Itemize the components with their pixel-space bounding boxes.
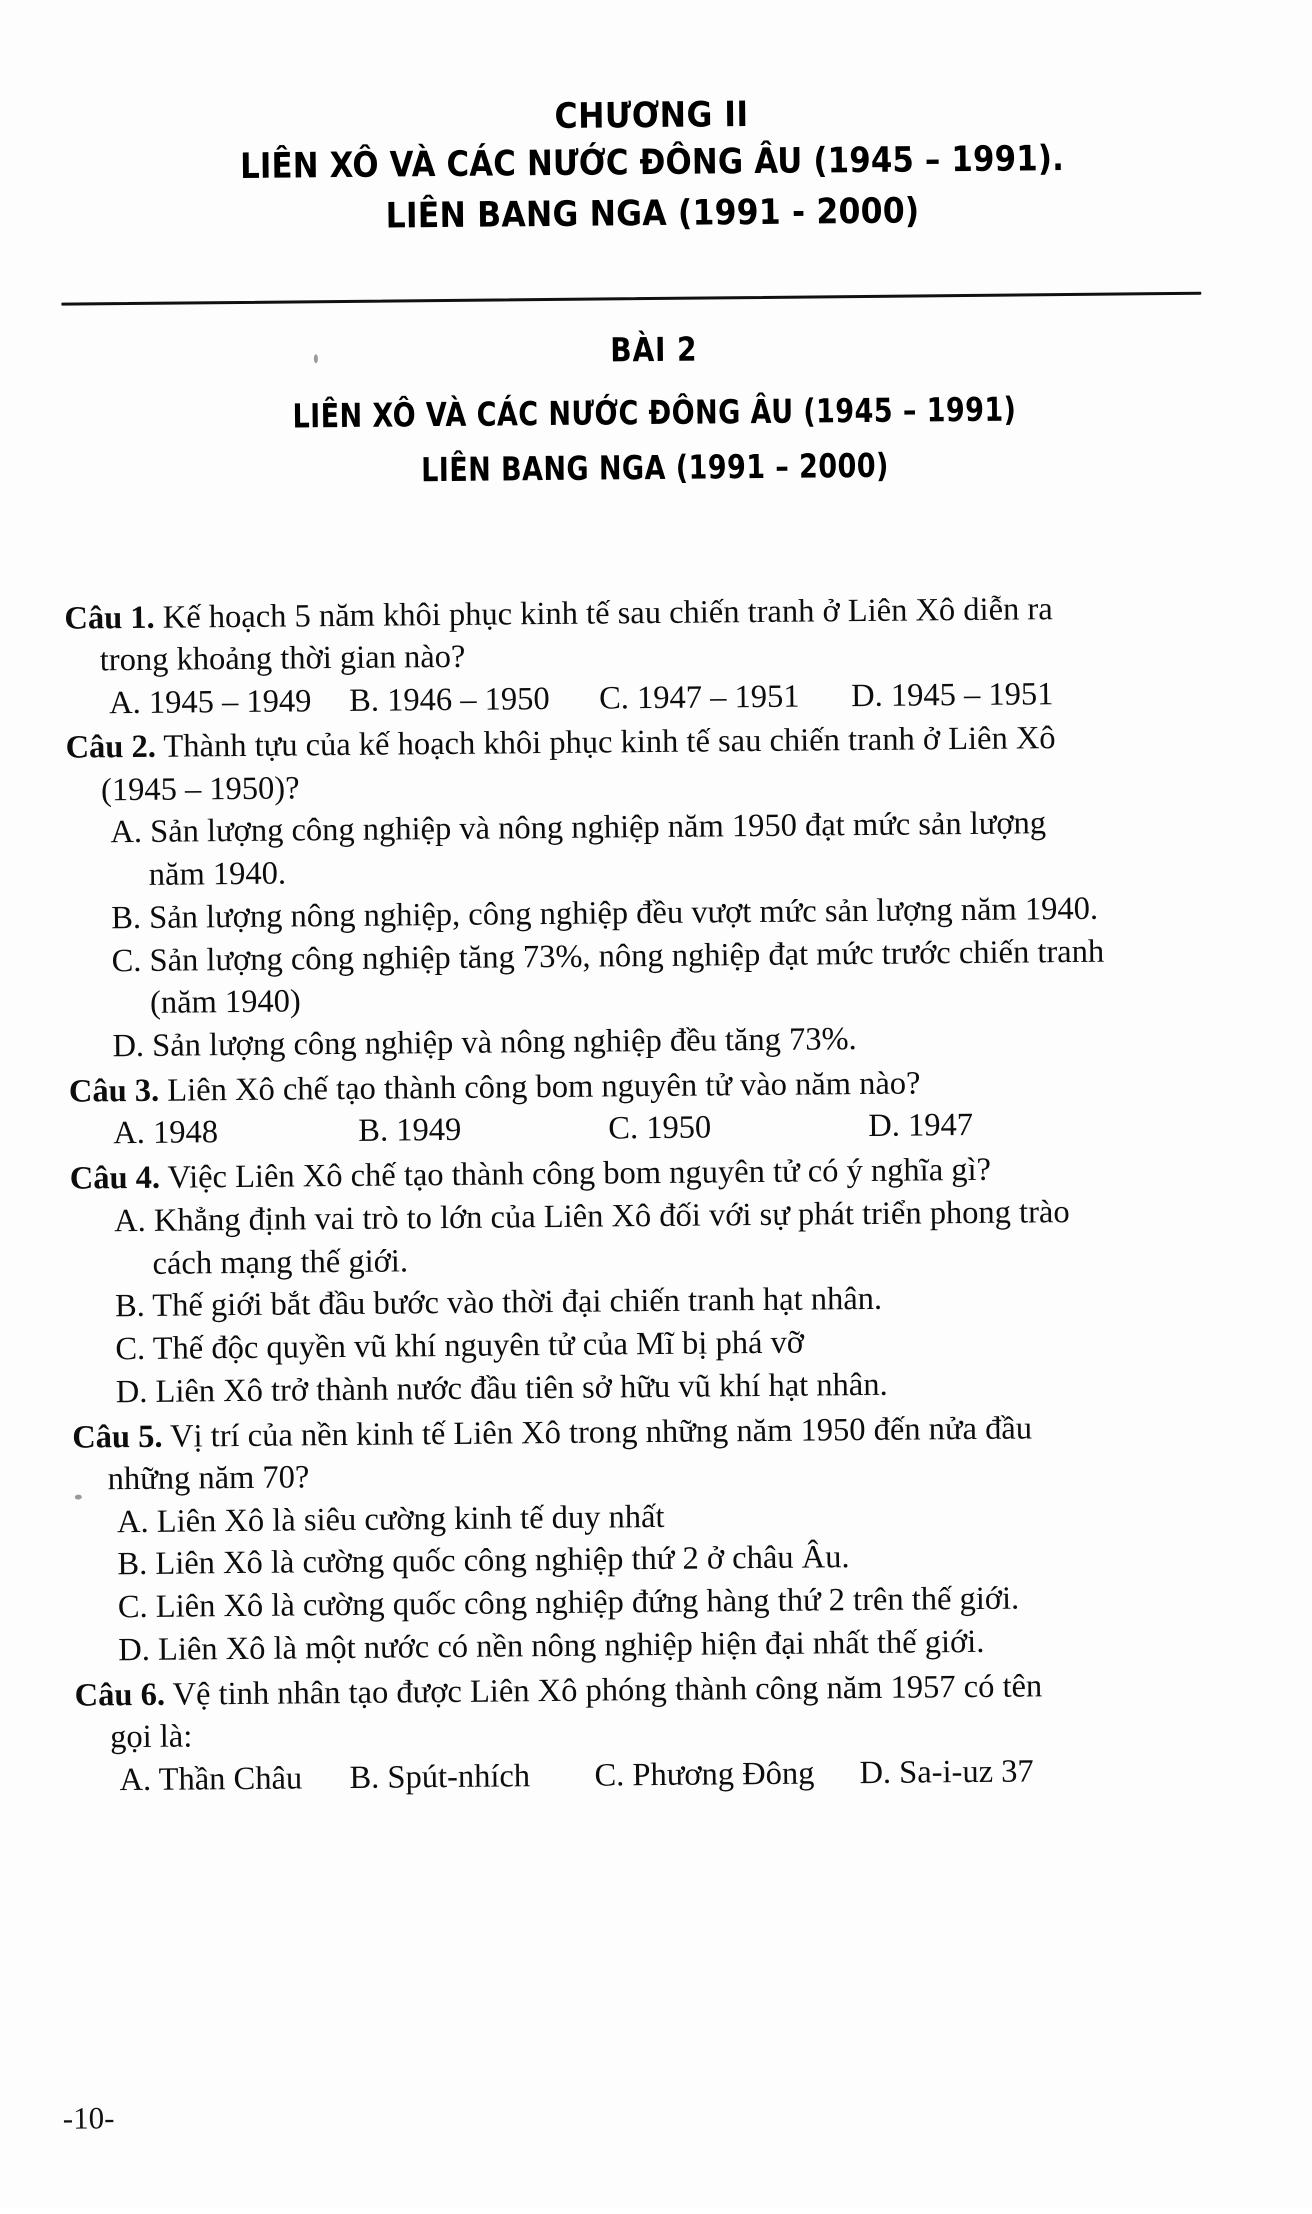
answer-option-c[interactable]: C. Liên Xô là cường quốc công nghiệp đứng hàng thứ 2 trên thế giới. [117, 1580, 1020, 1626]
question-stem-text: Vệ tinh nhân tạo được Liên Xô phóng thành công năm 1957 có tên [172, 1668, 1043, 1713]
answer-option-d[interactable]: D. Liên Xô là một nước có nền nông nghiệp hiện đại nhất thế giới. [118, 1624, 985, 1669]
question-stem-continuation: gọi là: [109, 1718, 193, 1756]
answer-option-c[interactable]: C. 1950 [608, 1109, 712, 1147]
question-label: Câu 4. [69, 1160, 161, 1198]
horizontal-divider [61, 292, 1201, 306]
question-item [0, 586, 1309, 726]
answer-option-d[interactable]: D. Sa-i-uz 37 [859, 1753, 1034, 1791]
answer-option-c[interactable]: C. 1947 – 1951 [598, 678, 800, 717]
question-stem-text: Liên Xô chế tạo thành công bom nguyên tử vào năm nào? [167, 1065, 921, 1109]
answer-option-c[interactable]: C. Sản lượng công nghiệp tăng 73%, nông nghiệp đạt mức trước chiến tranh [111, 933, 1105, 979]
lesson-title-line-1: LIÊN XÔ VÀ CÁC NƯỚC ĐÔNG ÂU (1945 – 1991) [292, 389, 1017, 436]
question-item [0, 715, 1312, 1069]
chapter-title-line-1: CHƯƠNG II [554, 95, 749, 137]
answer-option-b[interactable]: B. Sản lượng nông nghiệp, công nghiệp đều vượt mức sản lượng năm 1940. [111, 890, 1099, 936]
question-label: Câu 6. [74, 1676, 166, 1714]
question-label: Câu 3. [68, 1073, 160, 1110]
answer-option-b[interactable]: B. 1946 – 1950 [348, 680, 550, 719]
question-stem-continuation: (1945 – 1950)? [100, 770, 300, 808]
answer-option-d[interactable]: D. 1945 – 1951 [850, 675, 1054, 714]
answer-option-b[interactable]: B. 1949 [358, 1112, 462, 1150]
answer-option-c-continuation[interactable]: (năm 1940) [149, 983, 301, 1022]
answer-option-a-continuation[interactable]: cách mạng thế giới. [152, 1242, 409, 1282]
question-stem-continuation: những năm 70? [107, 1459, 310, 1498]
answer-option-d[interactable]: D. Liên Xô trở thành nước đầu tiên sở hữu vũ khí hạt nhân. [115, 1366, 888, 1411]
chapter-title-line-2: LIÊN XÔ VÀ CÁC NƯỚC ĐÔNG ÂU (1945 – 1991). [239, 138, 1065, 187]
answer-option-a[interactable]: A. Liên Xô là siêu cường kinh tế duy nhất [116, 1498, 665, 1540]
answer-option-d[interactable]: D. 1947 [868, 1107, 974, 1145]
question-item [2, 1146, 1312, 1415]
question-item [1, 1059, 1312, 1157]
lesson-number: BÀI 2 [610, 329, 698, 370]
question-item [7, 1663, 1312, 1803]
scan-artifact-speck [314, 354, 318, 363]
question-label: Câu 5. [72, 1418, 163, 1456]
answer-option-a[interactable]: A. 1948 [113, 1114, 219, 1152]
answer-option-c[interactable]: C. Thế độc quyền vũ khí nguyên tử của Mĩ bị phá vỡ [115, 1324, 805, 1368]
question-stem-text: Vị trí của nền kinh tế Liên Xô trong những năm 1950 đến nửa đầu [169, 1410, 1033, 1455]
lesson-title-line-2: LIÊN BANG NGA (1991 – 2000) [420, 445, 889, 490]
chapter-heading [61, 89, 1242, 243]
answer-option-a-continuation[interactable]: năm 1940. [148, 855, 287, 893]
page-number: -10- [62, 2100, 115, 2136]
answer-option-b[interactable]: B. Spút-nhích [349, 1757, 531, 1796]
answer-option-d[interactable]: D. Sản lượng công nghiệp và nông nghiệp đều tăng 73%. [112, 1021, 857, 1065]
answer-option-a[interactable]: A. Sản lượng công nghiệp và nông nghiệp năm 1950 đạt mức sản lượng [110, 805, 1047, 851]
question-list [0, 586, 1312, 1805]
question-stem-text: Việc Liên Xô chế tạo thành công bom nguyên tử có ý nghĩa gì? [167, 1152, 992, 1197]
question-label: Câu 1. [64, 599, 155, 637]
answer-option-a[interactable]: A. Thần Châu [119, 1760, 303, 1798]
question-stem-continuation: trong khoảng thời gian nào? [99, 639, 466, 679]
question-label: Câu 2. [65, 729, 157, 767]
lesson-heading [64, 324, 1245, 493]
answer-option-a[interactable]: A. Khẳng định vai trò to lớn của Liên Xô đối với sự phát triển phong trào [113, 1193, 1070, 1239]
answer-option-b[interactable]: B. Thế giới bắt đầu bước vào thời đại chiến tranh hạt nhân. [114, 1281, 883, 1325]
answer-option-c[interactable]: C. Phương Đông [594, 1755, 815, 1794]
answer-option-b[interactable]: B. Liên Xô là cường quốc công nghiệp thứ 2 ở châu Âu. [117, 1539, 850, 1583]
answer-option-a[interactable]: A. 1945 – 1949 [109, 682, 312, 721]
chapter-title-line-3: LIÊN BANG NGA (1991 - 2000) [385, 191, 920, 237]
question-item [4, 1405, 1312, 1674]
question-stem-text: Kế hoạch 5 năm khôi phục kinh tế sau chiến tranh ở Liên Xô diễn ra [162, 591, 1053, 636]
question-stem-text: Thành tựu của kế hoạch khôi phục kinh tế sau chiến tranh ở Liên Xô [163, 720, 1056, 766]
